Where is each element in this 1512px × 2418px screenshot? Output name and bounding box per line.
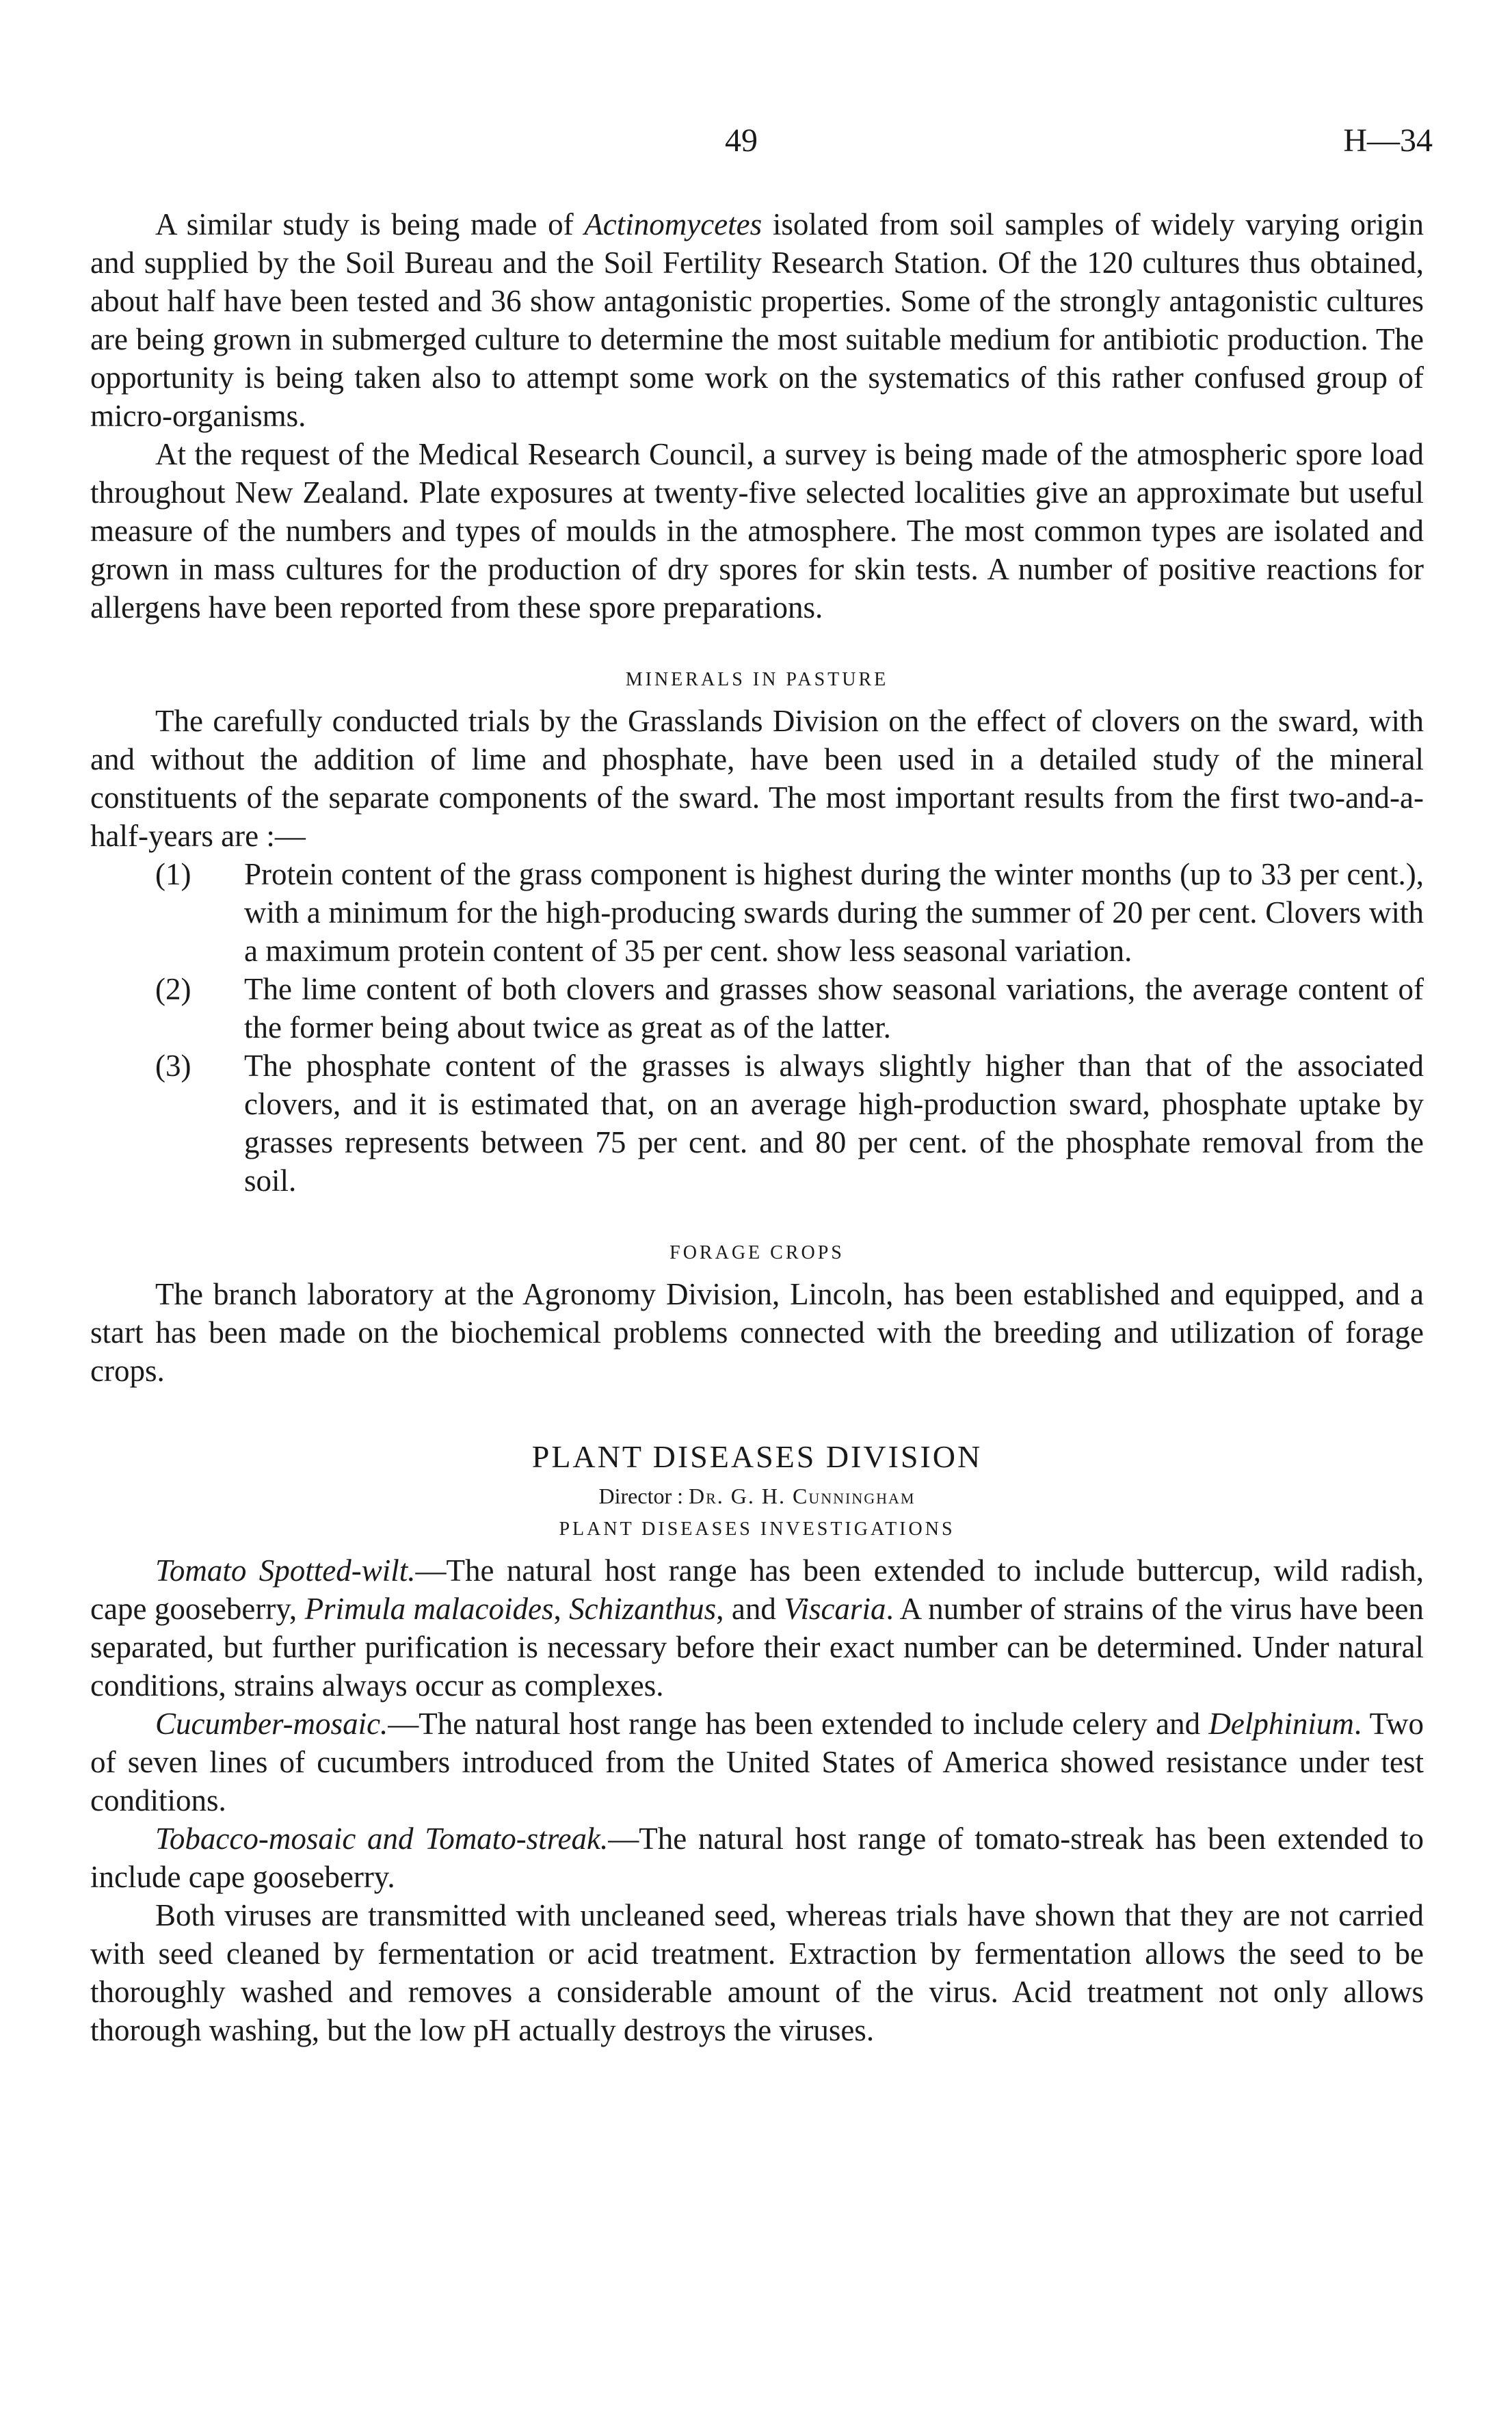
species-name: Schizanthus (569, 1592, 717, 1626)
paragraph-cucumber-mosaic: Cucumber-mosaic.—The natural host range has been extended to include celery and Delphinium. Two of seven lines of cucumbers introduced from the United States of America showed resistance under test conditions. (90, 1707, 1424, 1817)
paragraph-forage-crops: The branch laboratory at the Agronomy Division, Lincoln, has been established and equipped, and a start has been made on the biochemical problems connected with the breeding and utilization of forage crops. (90, 1277, 1424, 1388)
director-label: Director : (598, 1484, 684, 1508)
report-code: H—34 (1343, 122, 1433, 159)
page-number: 49 (725, 122, 758, 159)
topic-title: Tobacco-mosaic and Tomato-streak. (155, 1822, 609, 1856)
species-name: Delphinium (1208, 1707, 1354, 1741)
list-item-text: The phosphate content of the grasses is always slightly higher than that of the associated clovers, and it is estimated that, on an average high-production sward, phosphate uptake by grasses represents between 75 per cent. and 80 per cent. of the phosphate removal from the soil. (244, 1049, 1424, 1198)
list-item-text: The lime content of both clovers and grasses show seasonal variations, the average content of the former being about twice as great as of the latter. (244, 972, 1424, 1044)
paragraph-spore-survey: At the request of the Medical Research Council, a survey is being made of the atmospheric spore load throughout New Zealand. Plate exposures at twenty-five selected localities give an approximate but useful measure of the numbers and types of moulds in the atmosphere. The most common types are isolated and grown in mass cultures for the production of dry spores for skin tests. A number of positive reactions for allergens have been reported from these spore preparations. (90, 437, 1424, 625)
director-name: Dr. G. H. Cunningham (689, 1484, 916, 1508)
heading-plant-diseases-division: PLANT DISEASES DIVISION (531, 1439, 983, 1474)
species-name: Primula malacoides (304, 1592, 554, 1626)
taxon-actinomycetes: Actinomycetes (584, 207, 762, 241)
paragraph-minerals-intro: The carefully conducted trials by the Grasslands Division on the effect of clovers on the sward, with and without the addition of lime and phosphate, have been used in a detailed study of the mineral constituents of the separate components of the sward. The most important results from the first two-and-a-half-years are :— (90, 704, 1424, 853)
heading-minerals-in-pasture: MINERALS IN PASTURE (625, 669, 889, 690)
heading-plant-diseases-investigations: PLANT DISEASES INVESTIGATIONS (559, 1519, 955, 1540)
paragraph-tomato-spotted-wilt: Tomato Spotted-wilt.—The natural host range has been extended to include buttercup, wild radish, cape gooseberry, Primula malacoides, Schizanthus, and Viscaria. A number of strains of the virus have been separated, but further purification is necessary before their exact number can be determined. Under natural conditions, strains always occur as complexes. (90, 1553, 1424, 1703)
list-item-number: (3) (155, 1049, 191, 1083)
list-item-number: (1) (155, 857, 191, 891)
heading-forage-crops: FORAGE CROPS (669, 1242, 845, 1263)
paragraph-tobacco-mosaic: Tobacco-mosaic and Tomato-streak.—The natural host range of tomato-streak has been extended to include cape gooseberry. (90, 1822, 1424, 1894)
page-header (0, 122, 1512, 170)
results-list (90, 855, 1424, 1200)
paragraph-viruses: Both viruses are transmitted with uncleaned seed, whereas trials have shown that they are not carried with seed cleaned by fermentation or acid treatment. Extraction by fermentation allows the seed to be thoroughly washed and removes a considerable amount of the virus. Acid treatment not only allows thorough washing, but the low pH actually destroys the viruses. (90, 1898, 1424, 2047)
topic-title: Cucumber-mosaic. (155, 1707, 388, 1741)
list-item (90, 1047, 1424, 1200)
body-text (90, 205, 1424, 2049)
list-item (90, 970, 1424, 1047)
list-item (90, 855, 1424, 970)
species-name: Viscaria (784, 1592, 886, 1626)
director-line (90, 1480, 1424, 1512)
paragraph-actinomycetes: A similar study is being made of Actinomycetes isolated from soil samples of widely varying origin and supplied by the Soil Bureau and the Soil Fertility Research Station. Of the 120 cultures thus obtained, about half have been tested and 36 show antagonistic properties. Some of the strongly antagonistic cultures are being grown in submerged culture to determine the most suitable medium for antibiotic production. The opportunity is being taken also to attempt some work on the systematics of this rather confused group of micro-organisms. (90, 207, 1424, 433)
topic-title: Tomato Spotted-wilt. (155, 1553, 416, 1588)
list-item-text: Protein content of the grass component is highest during the winter months (up to 33 per cent.), with a minimum for the high-producing swards during the summer of 20 per cent. Clovers with a maximum protein content of 35 per cent. show less seasonal variation. (244, 857, 1424, 968)
list-item-number: (2) (155, 972, 191, 1006)
